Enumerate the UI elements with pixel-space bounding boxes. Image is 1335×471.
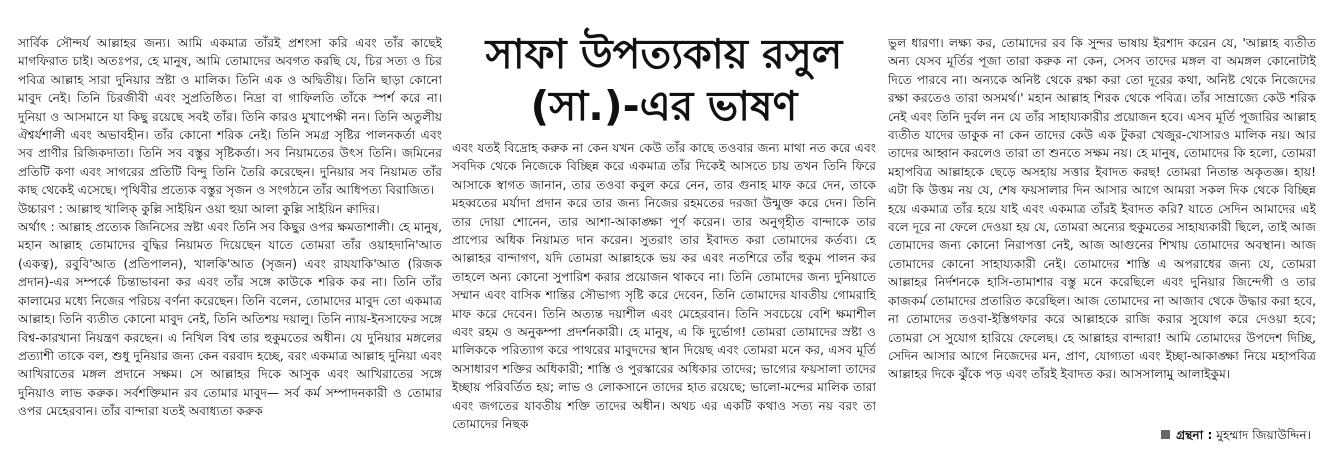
paragraph: সার্বিক সৌন্দর্য আল্লাহর জন্য। আমি একমাত্র তাঁরই প্রশংসা করি এবং তাঁর কাছেই মাগফিরাত চাই। অতঃপর, হে মানুষ, আমি তোমাদের অবগত করছি যে, চির সত্য ও চির পবিত্র আল্লাহ সারা দুনিয়ার স্রষ্টা ও মালিক। তিনি এক ও অদ্বিতীয়। তিনি ছাড়া কোনো মাবুদ নেই। তিনি চিরজীবী এবং সুপ্রতিষ্ঠিত। নিদ্রা বা গাফিলতি তাঁকে স্পর্শ করে না। দুনিয়া ও আসমানে যা কিছু রয়েছে সবই তাঁর। তিনি কারও মুখাপেক্ষী নন। তিনি অতুলীয় ঐশ্বর্যশালী এবং অভাবহীন। তাঁর কোনো শরিক নেই। তিনি সমগ্র সৃষ্টির পালনকর্তা এবং সব প্রাণীর রিজিকদাতা। তিনি সব বস্তুর সৃষ্টিকর্তা। সব নিয়ামতের উৎস তিনি। জমিনের প্রতিটি কণা এবং সাগরের প্রতিটি বিন্দু তিনি তৈরি করেছেন। দুনিয়ার সব নিয়ামত তাঁর কাছ থেকেই এসেছে। পৃথিবীর প্রত্যেক বস্তুর সৃজন ও সংগঠনে তাঁর আধিপত্য বিরাজিত।: [18, 36, 442, 198]
credit-name: মুহম্মাদ জিয়াউদ্দিন।: [1216, 428, 1311, 442]
paragraph: ভুল ধারণা। লক্ষ্য কর, তোমাদের রব কি সুন্দর ভাষায় ইরশাদ করেন যে, 'আল্লাহ ব্যতীত অন্য যেসব মূর্তির পূজা তারা করুক না কেন, সেসব তাদের মঙ্গল বা অমঙ্গল কোনোটাই দিতে পারবে না। অন্যকে অনিষ্ট থেকে রক্ষা করা তো দূরের কথা, অনিষ্ট থেকে নিজেদের রক্ষা করতেও তারা অসমর্থ।' মহান আল্লাহ শিরক থেকে পবিত্র। তাঁর সাম্রাজ্যে কেউ শরিক নেই এবং তিনি দুর্বল নন যে তাঁর সাহায্যকারীর প্রয়োজন হবে। এসব মূর্তি পূজারির আল্লাহ ব্যতীত যাদের ডাকুক না কেন তাদের কেউ এক টুকরা খেজুর-খোসারও মালিক নয়। আর তাদের আহ্বান করলেও তারা তা শুনতে সক্ষম নয়। হে মানুষ, তোমাদের কি হলো, তোমরা মহাপবিত্র আল্লাহকে ছেড়ে অসহায় সত্তার ইবাদত করছ! তোমরা নিতান্ত অকৃতজ্ঞ। হায়! এটা কি উত্তম নয় যে, শেষ ফয়সালার দিন আসার আগে আমরা সকল দিক থেকে বিচ্ছিন্ন হয়ে একমাত্র তাঁর হয়ে যাই এবং একমাত্র তাঁরই ইবাদত করি? যাতে সেদিন আমাদের এই বলে দূরে না ফেলে দেওয়া হয় যে, তোমরা অন্যের হুকুমতের সাহায্যকারী ছিলে, তাই আজ তোমাদের জন্য কোনো নিরাপত্তা নেই, আজ আগুনের শিখায় তোমাদের অবস্থান। আজ তোমাদের কোনো সাহায্যকারী নেই। তোমাদের শাস্তি এ অপরাধের জন্য যে, তোমরা আল্লাহর নির্দশনকে হাসি-তামাশার বস্তু মনে করেছিলে এবং দুনিয়ার জিন্দেগী ও তার কাজকর্ম তোমাদের প্রতারিত করেছিল। আজ তোমাদের না আজাব থেকে উদ্ধার করা হবে, না তোমাদের তওবা-ইস্তিগফার করে আল্লাহকে রাজি করার সুযোগ করে দেওয়া হবে; তোমরা সে সুযোগ হারিয়ে ফেলেছ। হে আল্লাহর বান্দারা! আমি তোমাদের উপদেশ দিচ্ছি, সেদিন আসার আগে নিজেদের মন, প্রাণ, যোগ্যতা এবং ইচ্ছা-আকাঙ্ক্ষা নিয়ে মহাপবিত্র আল্লাহর দিকে ঝুঁকে পড় এবং তাঁরই ইবাদত কর। আসসালামু আলাইকুম।: [888, 36, 1316, 382]
paragraph: উচ্চারণ : আল্লাহু খালিক্‌ কুল্লি সাইয়িন ওয়া হুয়া আলা কুল্লি সাইয়িন ক্বাদির।: [18, 201, 380, 216]
author-credit: [1161, 426, 1311, 444]
article-column-1: [18, 34, 442, 464]
headline-line: (সা.)-এর ভাষণ: [530, 82, 798, 130]
article-column-3: [888, 34, 1316, 464]
paragraph: অর্থাৎ : আল্লাহ প্রত্যেক জিনিসের স্রষ্টা এবং তিনি সব কিছুর ওপর ক্ষমতাশালী। হে মানুষ, মহান আল্লাহ তোমাদের বুদ্ধির নিয়ামত দিয়েছেন যাতে তোমরা তাঁর ওয়াহদানি'আত (একত্ব), রবুবি'আত (প্রতিপালন), খালকি'আত (সৃজন) এবং রাযযাকি'আত (রিজক প্রদান)-এর সম্পর্কে চিন্তাভাবনা কর এবং তাঁর সঙ্গে কাউকে শরিক কর না। তিনি তাঁর কালামের মধ্যে নিজের পরিচয় বর্ণনা করেছেন। তিনি বলেন, তোমাদের মাবুদ তো একমাত্র আল্লাহ। তিনি ব্যতীত কোনো মাবুদ নেই, তিনি অতিশয় দয়ালু। তিনি ন্যায়-ইনসাফের সঙ্গে বিশ্ব-কারখানা নিয়ন্ত্রণ করছেন। এ নিখিল বিশ্ব তার হুকুমতের অধীন। যে দুনিয়ার মঙ্গলের প্রত্যাশী তাকে বল, শুধু দুনিয়ার জন্য কেন বরবাদ হচ্ছে, বরং একমাত্র আল্লাহ দুনিয়া এবং আখিরাতের মঙ্গল প্রদানে সক্ষম। সে আল্লাহর দিকে আসুক এবং আখিরাতের সঙ্গে দুনিয়াও লাভ করুক। সর্বশক্তিমান রব তোমার মাবুদ— সর্ব কর্ম সম্পাদনকারী ও তোমার ওপর মেহেরবান। তাঁর বান্দারা যতই অবাধ্যতা করুক: [18, 220, 442, 419]
article-column-2: [452, 139, 876, 469]
paragraph: এবং যতই বিদ্রোহ করুক না কেন যখন কেউ তাঁর কাছে তওবার জন্য মাথা নত করে এবং সবদিক থেকে নিজেকে বিচ্ছিন্ন করে একমাত্র তাঁর দিকেই আসতে চায় তখন তিনি ফিরে আসাকে স্বাগত জানান, তার তওবা কবুল করে নেন, তার গুনাহ মাফ করে দেন, তাকে মহব্বতের মর্যাদা প্রদান করে তার জন্য নিজের রহমতের দরজা উন্মুক্ত করে দেন। তিনি তার দোয়া শোনেন, তার আশা-আকাঙ্ক্ষা পূর্ণ করেন। তার অনুগৃহীত বান্দাকে তার প্রাপ্যের অধিক নিয়ামত দান করেন। সুতরাং তার ইবাদত করা তোমাদের কর্তব্য। হে আল্লাহর বান্দাগণ, যদি তোমরা আল্লাহকে ভয় কর এবং নতশিরে তাঁর হুকুম পালন কর তাহলে অন্য কোনো সুপারিশ করার প্রয়োজন থাকবে না। তিনি তোমাদের জন্য দুনিয়াতে সম্মান এবং বাসিক শান্তির সৌভাগ্য সৃষ্টি করে দেবেন, তিনি তোমাদের যাবতীয় গোমরাহি মাফ করে দেবেন। তিনি অত্যন্ত দয়াশীল এবং মেহেরবান। তিনি সবচেয়ে বেশি ক্ষমাশীল এবং রহম ও অনুকম্পা প্রদর্শনকারী। হে মানুষ, এ কি দুর্ভোগ! তোমরা তোমাদের স্রষ্টা ও মালিককে পরিত্যাগ করে পাথরের মাবুদদের স্থান দিয়েছ এবং তোমরা মনে কর, এসব মূর্তি অসাধারণ শক্তির অধিকারী; শাস্তি ও পুরস্কারের অধিকার তাদের; ভাগ্যের ফয়সালা তাদের ইচ্ছায় পরিবর্তিত হয়; লাভ ও লোকসানে তাদের হাত রয়েছে; ভালো-মন্দের মালিক তারা এবং জগতের যাবতীয় শক্তি তাদের অধীন। অথচ এর একটি কথাও সত্য নয় বরং তা তোমাদের নিছক: [452, 141, 876, 432]
square-bullet-icon: [1161, 430, 1170, 439]
headline-line: সাফা উপত্যকায় রসুল: [485, 30, 843, 78]
headline: [452, 28, 876, 132]
credit-label: গ্রন্থনা :: [1176, 428, 1213, 442]
